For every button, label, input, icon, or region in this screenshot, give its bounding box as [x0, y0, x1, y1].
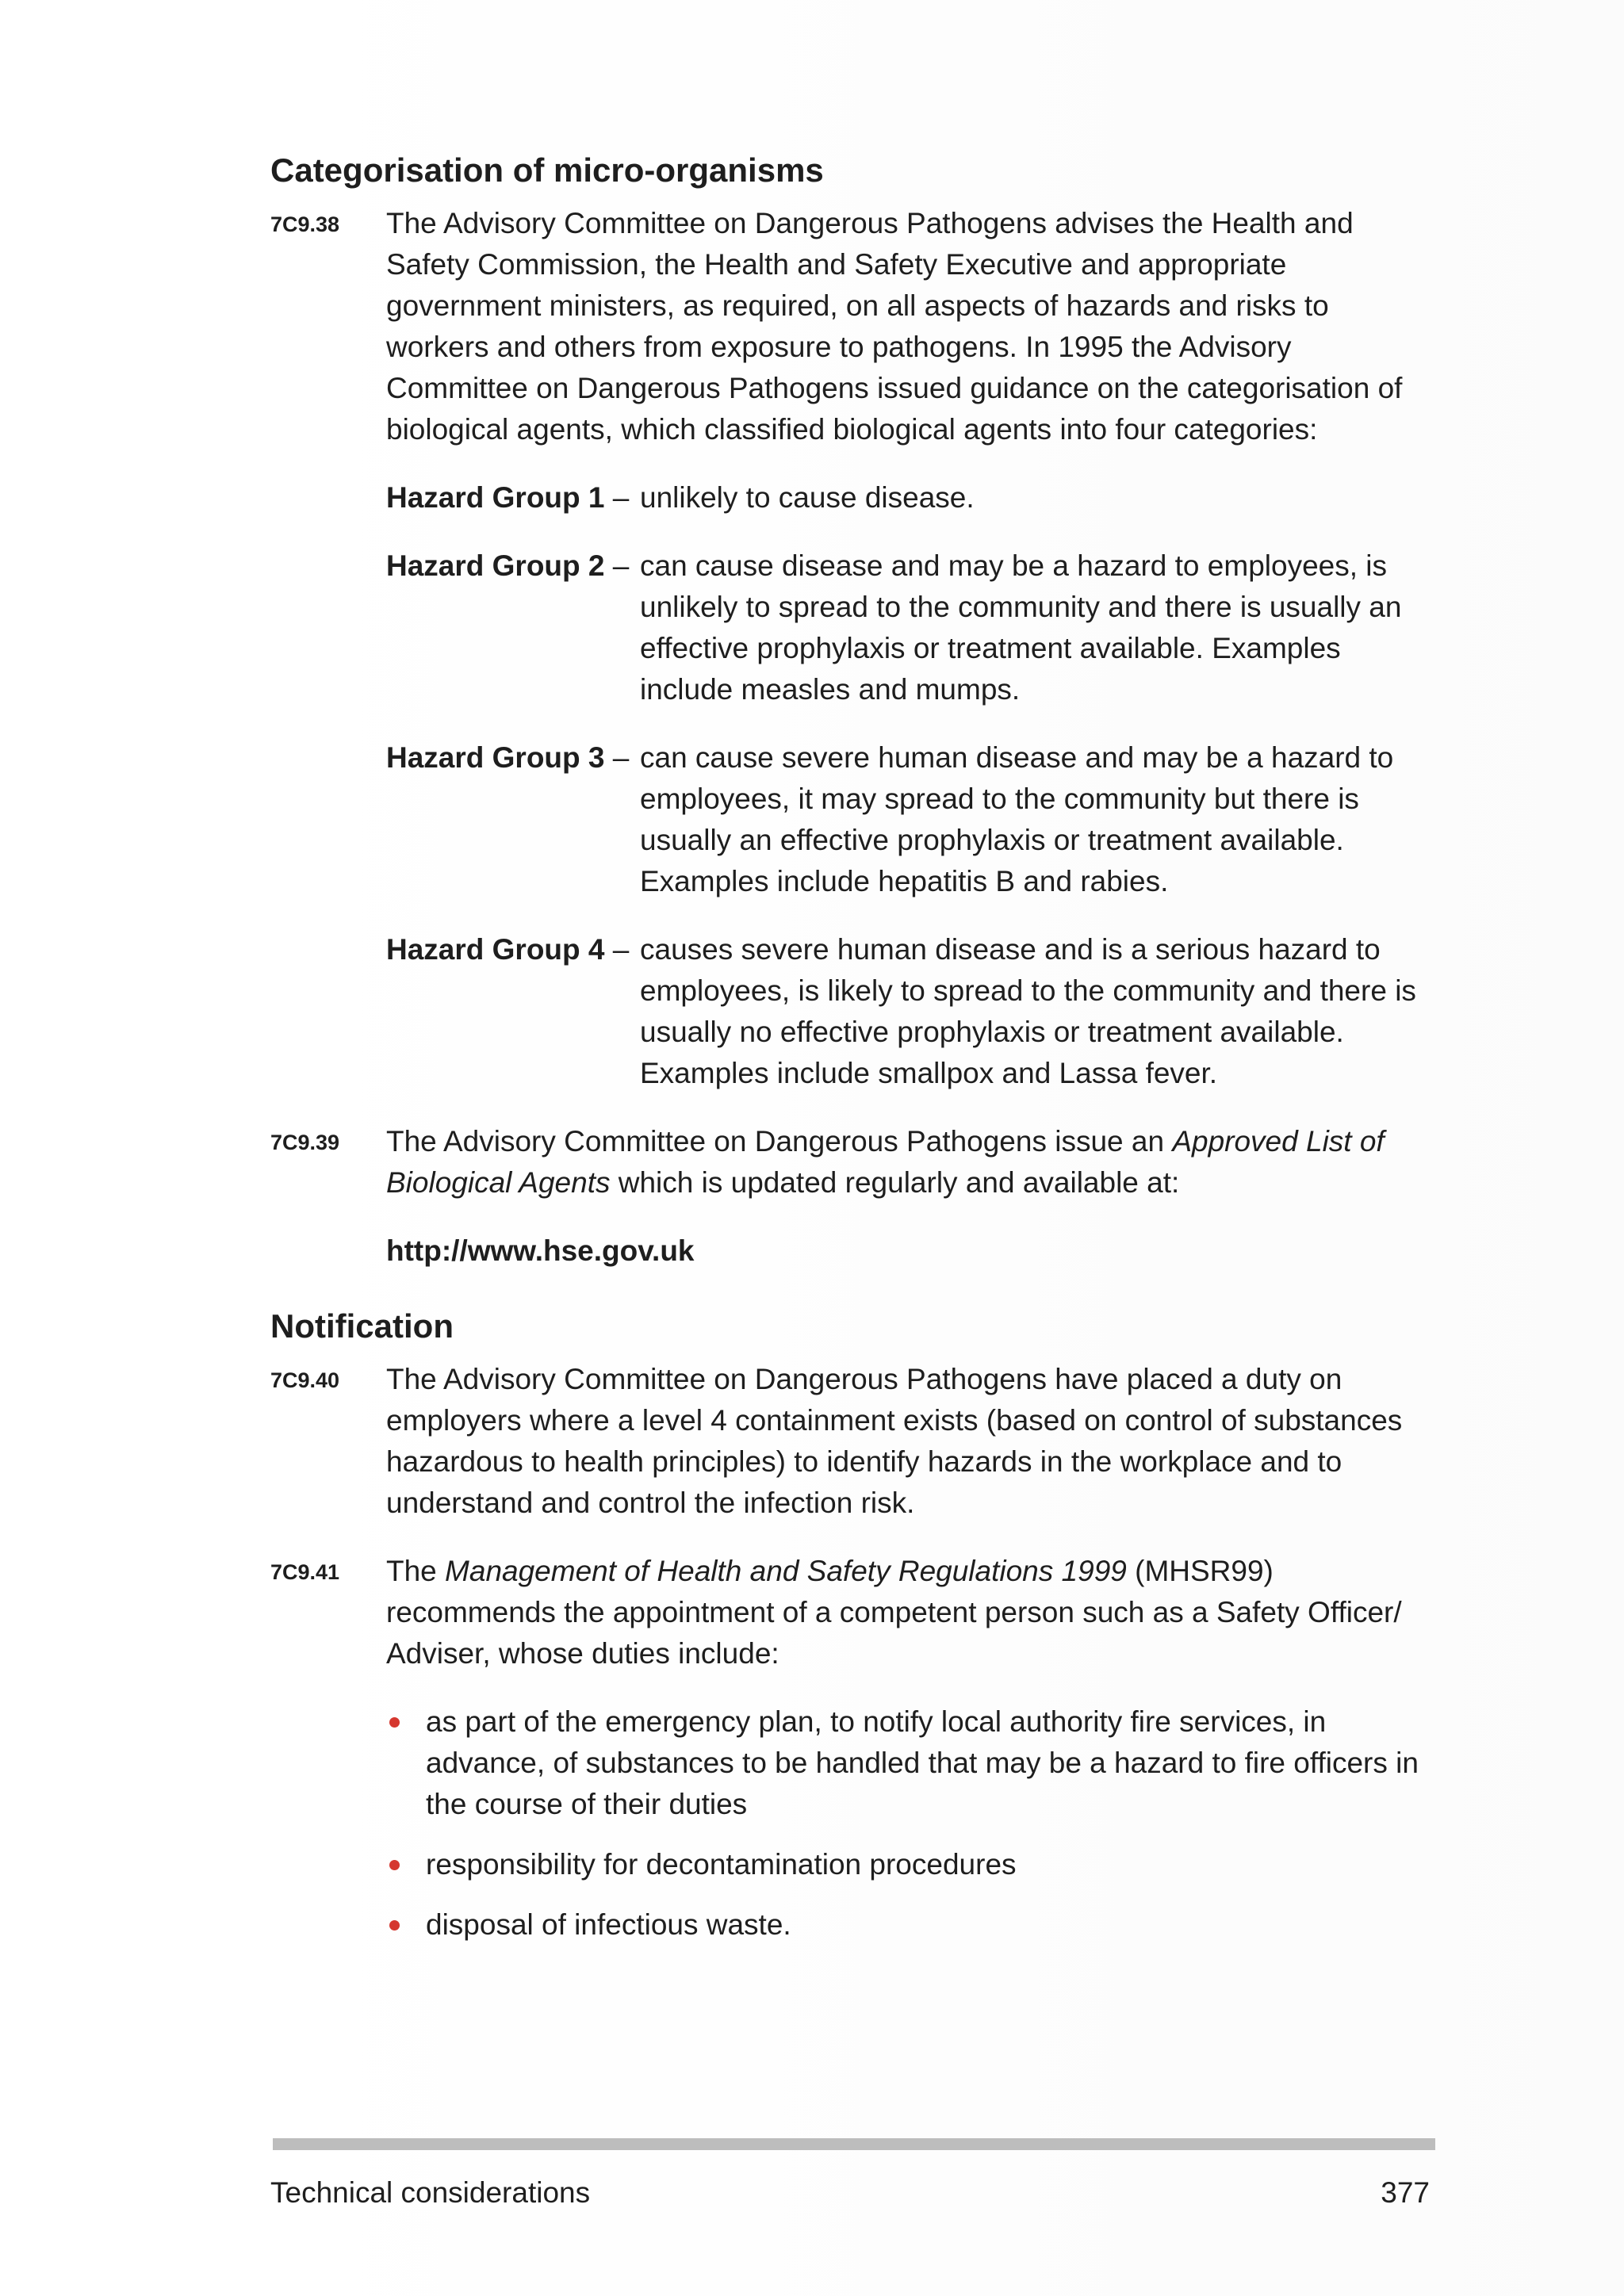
hazard-group-label: Hazard Group 4 – — [386, 933, 630, 966]
hazard-group-2 — [386, 545, 1436, 710]
footer-rule — [273, 2138, 1435, 2150]
footer-section-title: Technical considerations — [270, 2176, 591, 2209]
paragraph-text: The Advisory Committee on Dangerous Pathogens advises the Health and Safety Commission, the Health and Safety Executive and appropriate government ministers, as required, on all aspects of hazards and risks to workers and others from exposure to pathogens. In 1995 the Advisory Committee on Dangerous Pathogens issued guidance on the categorisation of biological agents, which classified biological agents into four categories: — [386, 207, 1403, 446]
regulation-title-italic: Management of Health and Safety Regulations 1999 — [445, 1555, 1127, 1587]
paragraph-text: The Advisory Committee on Dangerous Pathogens have placed a duty on employers where a level 4 containment exists (based on control of substances hazardous to health principles) to identify hazards in the workplace and to understand and control the infection risk. — [386, 1363, 1403, 1519]
hazard-group-3 — [386, 737, 1436, 902]
document-title-italic: Approved List of Biological Agents — [386, 1125, 1385, 1199]
paragraph-number: 7C9.38 — [270, 212, 340, 236]
hazard-group-label: Hazard Group 3 – — [386, 741, 630, 774]
bullet-icon — [389, 1860, 400, 1870]
paragraph-text: The Advisory Committee on Dangerous Pathogens issue an Approved List of Biological Agents which is updated regularly and available at: — [386, 1125, 1385, 1199]
hazard-group-label: Hazard Group 1 – — [386, 481, 630, 514]
hse-link[interactable]: http://www.hse.gov.uk — [386, 1234, 695, 1267]
section-heading-categorisation: Categorisation of micro-organisms — [270, 151, 824, 189]
duties-list — [270, 1701, 1436, 1946]
paragraph-7c9-38 — [270, 203, 1436, 450]
paragraph-number: 7C9.40 — [270, 1368, 340, 1392]
hazard-group-description: can cause severe human disease and may be a hazard to employees, it may spread to the community but there is usually an effective prophylaxis or treatment available. Examples include hepatitis B and rabies. — [640, 741, 1394, 897]
page-content — [270, 143, 1436, 1946]
paragraph-7c9-39 — [270, 1121, 1436, 1203]
paragraph-text: The Management of Health and Safety Regulations 1999 (MHSR99) recommends the appointment of a competent person such as a Safety Officer/ Adviser, whose duties include: — [386, 1555, 1402, 1670]
paragraph-number: 7C9.41 — [270, 1560, 340, 1584]
list-item: responsibility for decontamination procedures — [386, 1844, 1436, 1885]
hazard-group-description: unlikely to cause disease. — [640, 481, 975, 514]
bullet-icon — [389, 1920, 400, 1931]
page-number: 377 — [1381, 2176, 1430, 2209]
hazard-group-description: causes severe human disease and is a serious hazard to employees, is likely to spread to the community and there is usually no effective prophylaxis or treatment available. Examples include smallpox and Lassa fever. — [640, 933, 1416, 1089]
paragraph-7c9-40 — [270, 1359, 1436, 1524]
hazard-group-description: can cause disease and may be a hazard to employees, is unlikely to spread to the community and there is usually an effective prophylaxis or treatment available. Examples include measles and mumps. — [640, 549, 1402, 706]
list-item: disposal of infectious waste. — [386, 1904, 1436, 1946]
hazard-group-label: Hazard Group 2 – — [386, 549, 630, 582]
bullet-icon — [389, 1717, 400, 1728]
hazard-group-4 — [386, 929, 1436, 1094]
list-item: as part of the emergency plan, to notify local authority fire services, in advance, of substances to be handled that may be a hazard to fire officers in the course of their duties — [386, 1701, 1436, 1825]
paragraph-7c9-41 — [270, 1551, 1436, 1674]
hazard-group-1 — [386, 477, 1436, 519]
section-heading-notification: Notification — [270, 1307, 454, 1345]
paragraph-number: 7C9.39 — [270, 1131, 340, 1154]
